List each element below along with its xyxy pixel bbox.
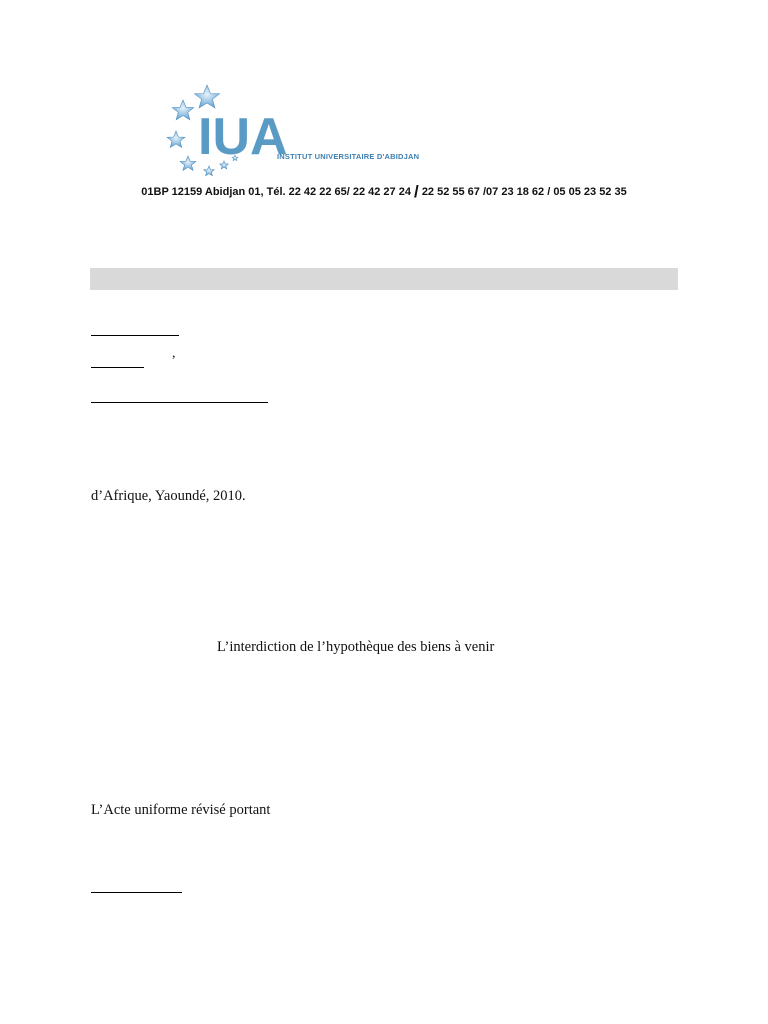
- underline-rule: [91, 335, 179, 336]
- star-icon: [167, 131, 185, 148]
- logo-acronym: IUA: [198, 108, 288, 166]
- underline-rule: [91, 402, 268, 403]
- underline-rule: [91, 367, 144, 368]
- logo-institution-name: INSTITUT UNIVERSITAIRE D'ABIDJAN: [277, 152, 420, 161]
- star-icon: [204, 166, 215, 176]
- contact-phones-part1: 01BP 12159 Abidjan 01, Tél. 22 42 22 65/ 22 42 27 24: [141, 186, 411, 198]
- contact-separator: /: [414, 182, 419, 201]
- acte-line: L’Acte uniforme révisé portant: [91, 802, 271, 818]
- contact-phones-part2: 22 52 55 67 /07 23 18 62 / 05 05 23 52 35: [421, 186, 627, 198]
- star-icon: [172, 100, 194, 120]
- underline-rule: [91, 892, 182, 893]
- gray-band: [90, 268, 678, 290]
- iua-logo: [160, 80, 440, 180]
- comma-mark: ,: [172, 346, 176, 361]
- star-icon: [180, 156, 196, 171]
- document-title: L’interdiction de l’hypothèque des biens à venir: [217, 639, 495, 655]
- star-icon: [195, 85, 220, 108]
- reference-line: d’Afrique, Yaoundé, 2010.: [91, 488, 246, 504]
- contact-line: [0, 182, 768, 202]
